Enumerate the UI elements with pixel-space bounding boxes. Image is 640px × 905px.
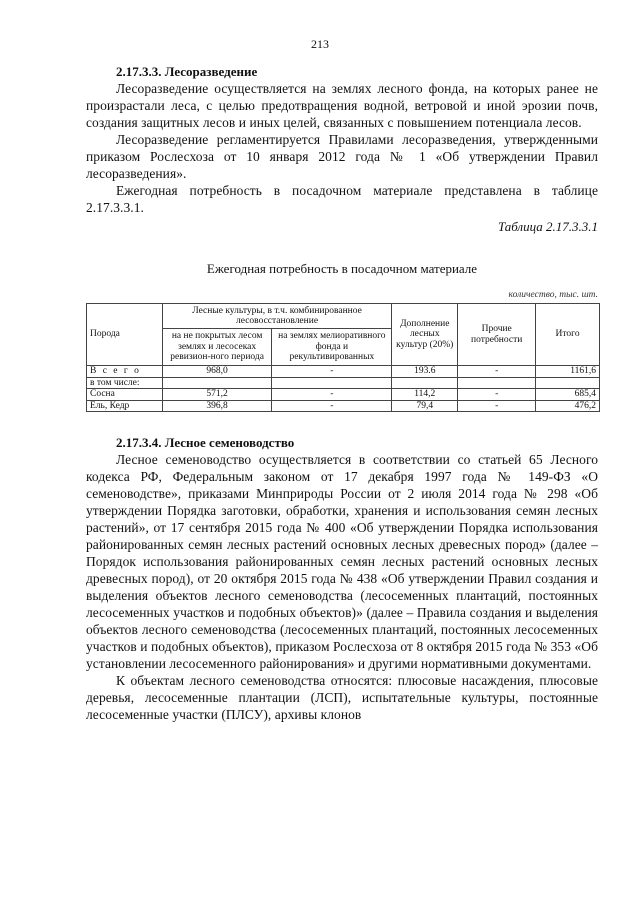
cell-total — [536, 377, 600, 389]
table-header-row — [87, 304, 600, 329]
cell-species: Сосна — [87, 389, 163, 401]
cell-unforested: 968,0 — [162, 366, 272, 378]
cell-total: 1161,6 — [536, 366, 600, 378]
page-number: 213 — [311, 37, 329, 51]
header-other: Прочие потребности — [458, 304, 536, 366]
table-row — [87, 377, 600, 389]
cell-unforested: 571,2 — [162, 389, 272, 401]
table-label: Таблица 2.17.3.3.1 — [497, 219, 598, 234]
cell-species: Ель, Кедр — [87, 400, 163, 412]
paragraph: Лесное семеноводство осуществляется в соответствии со статьей 65 Лесного кодекса РФ, Федеральным законом от 17 декабря 1997 года № 149-ФЗ «О семеноводстве», приказами Минприроды России от 2 июля 2014 года № 298 «Об утверждении Порядка заготовки, обработки, хранения и использования семян лесных растений», от 17 сентября 2015 года № 400 «Об утверждении Порядка использования районированных семян лесных растений основных лесных древесных пород» (далее – Порядок использования районированных семян лесных растений основных лесных древесных пород), от 20 октября 2015 года № 438 «Об утверждении Правил создания и выделения объектов лесного семеноводства (лесосеменных плантаций, постоянных лесосеменных участков и подобных объектов)» (далее – Правила создания и выделения объектов лесного семеноводства (лесосеменных плантаций, постоянных лесосеменных участков и подобных объектов), приказом Рослесхоза от 8 октября 2015 года № 353 «Об установлении лесосеменного районирования» и другими нормативными документами. — [86, 452, 598, 671]
paragraph: Лесоразведение регламентируется Правилами лесоразведения, утвержденными приказом Рослесхоза от 10 января 2012 года № 1 «Об утверждении Правил лесоразведения». — [86, 132, 598, 181]
table-title: Ежегодная потребность в посадочном материале — [206, 261, 478, 276]
planting-material-table — [86, 303, 600, 412]
cell-reclamation: - — [272, 400, 392, 412]
cell-species: В с е г о — [87, 366, 163, 378]
cell-reclamation: - — [272, 389, 392, 401]
header-supplement: Дополнение лесных культур (20%) — [392, 304, 458, 366]
cell-supplement: 79,4 — [392, 400, 458, 412]
header-forest-crops: Лесные культуры, в т.ч. комбинированное лесовосстановление — [162, 304, 392, 329]
table-row — [87, 389, 600, 401]
cell-unforested: 396,8 — [162, 400, 272, 412]
cell-reclamation — [272, 377, 392, 389]
table-row — [87, 400, 600, 412]
table-row — [87, 366, 600, 378]
header-species: Порода — [87, 304, 163, 366]
cell-total: 685,4 — [536, 389, 600, 401]
cell-supplement: 193.6 — [392, 366, 458, 378]
cell-other — [458, 377, 536, 389]
paragraph: Ежегодная потребность в посадочном материале представлена в таблице 2.17.3.3.1. — [86, 183, 598, 215]
section-heading-seed-production: 2.17.3.4. Лесное семеноводство — [116, 435, 295, 450]
cell-reclamation: - — [272, 366, 392, 378]
cell-other: - — [458, 389, 536, 401]
cell-supplement: 114,2 — [392, 389, 458, 401]
cell-total: 476,2 — [536, 400, 600, 412]
header-total: Итого — [536, 304, 600, 366]
paragraph: Лесоразведение осуществляется на землях лесного фонда, на которых ранее не произрастали леса, с целью предотвращения водной, ветровой и иной эрозии почв, создания защитных лесов и иных целей, связанных с повышением потенциала лесов. — [86, 81, 598, 130]
paragraph: К объектам лесного семеноводства относятся: плюсовые насаждения, плюсовые деревья, лесосеменные плантации (ЛСП), испытательные культуры, постоянные лесосеменные участки (ПЛСУ), архивы клонов — [86, 673, 598, 722]
document-body — [86, 63, 598, 723]
cell-unforested — [162, 377, 272, 389]
cell-other: - — [458, 366, 536, 378]
header-unforested: на не покрытых лесом землях и лесосеках ревизион-ного периода — [162, 329, 272, 366]
cell-supplement — [392, 377, 458, 389]
header-reclamation: на землях мелиоративного фонда и рекультивированных — [272, 329, 392, 366]
section-heading-afforestation: 2.17.3.3. Лесоразведение — [116, 64, 258, 79]
cell-other: - — [458, 400, 536, 412]
cell-species: в том числе: — [87, 377, 163, 389]
table-units: количество, тыс. шт. — [508, 290, 598, 300]
